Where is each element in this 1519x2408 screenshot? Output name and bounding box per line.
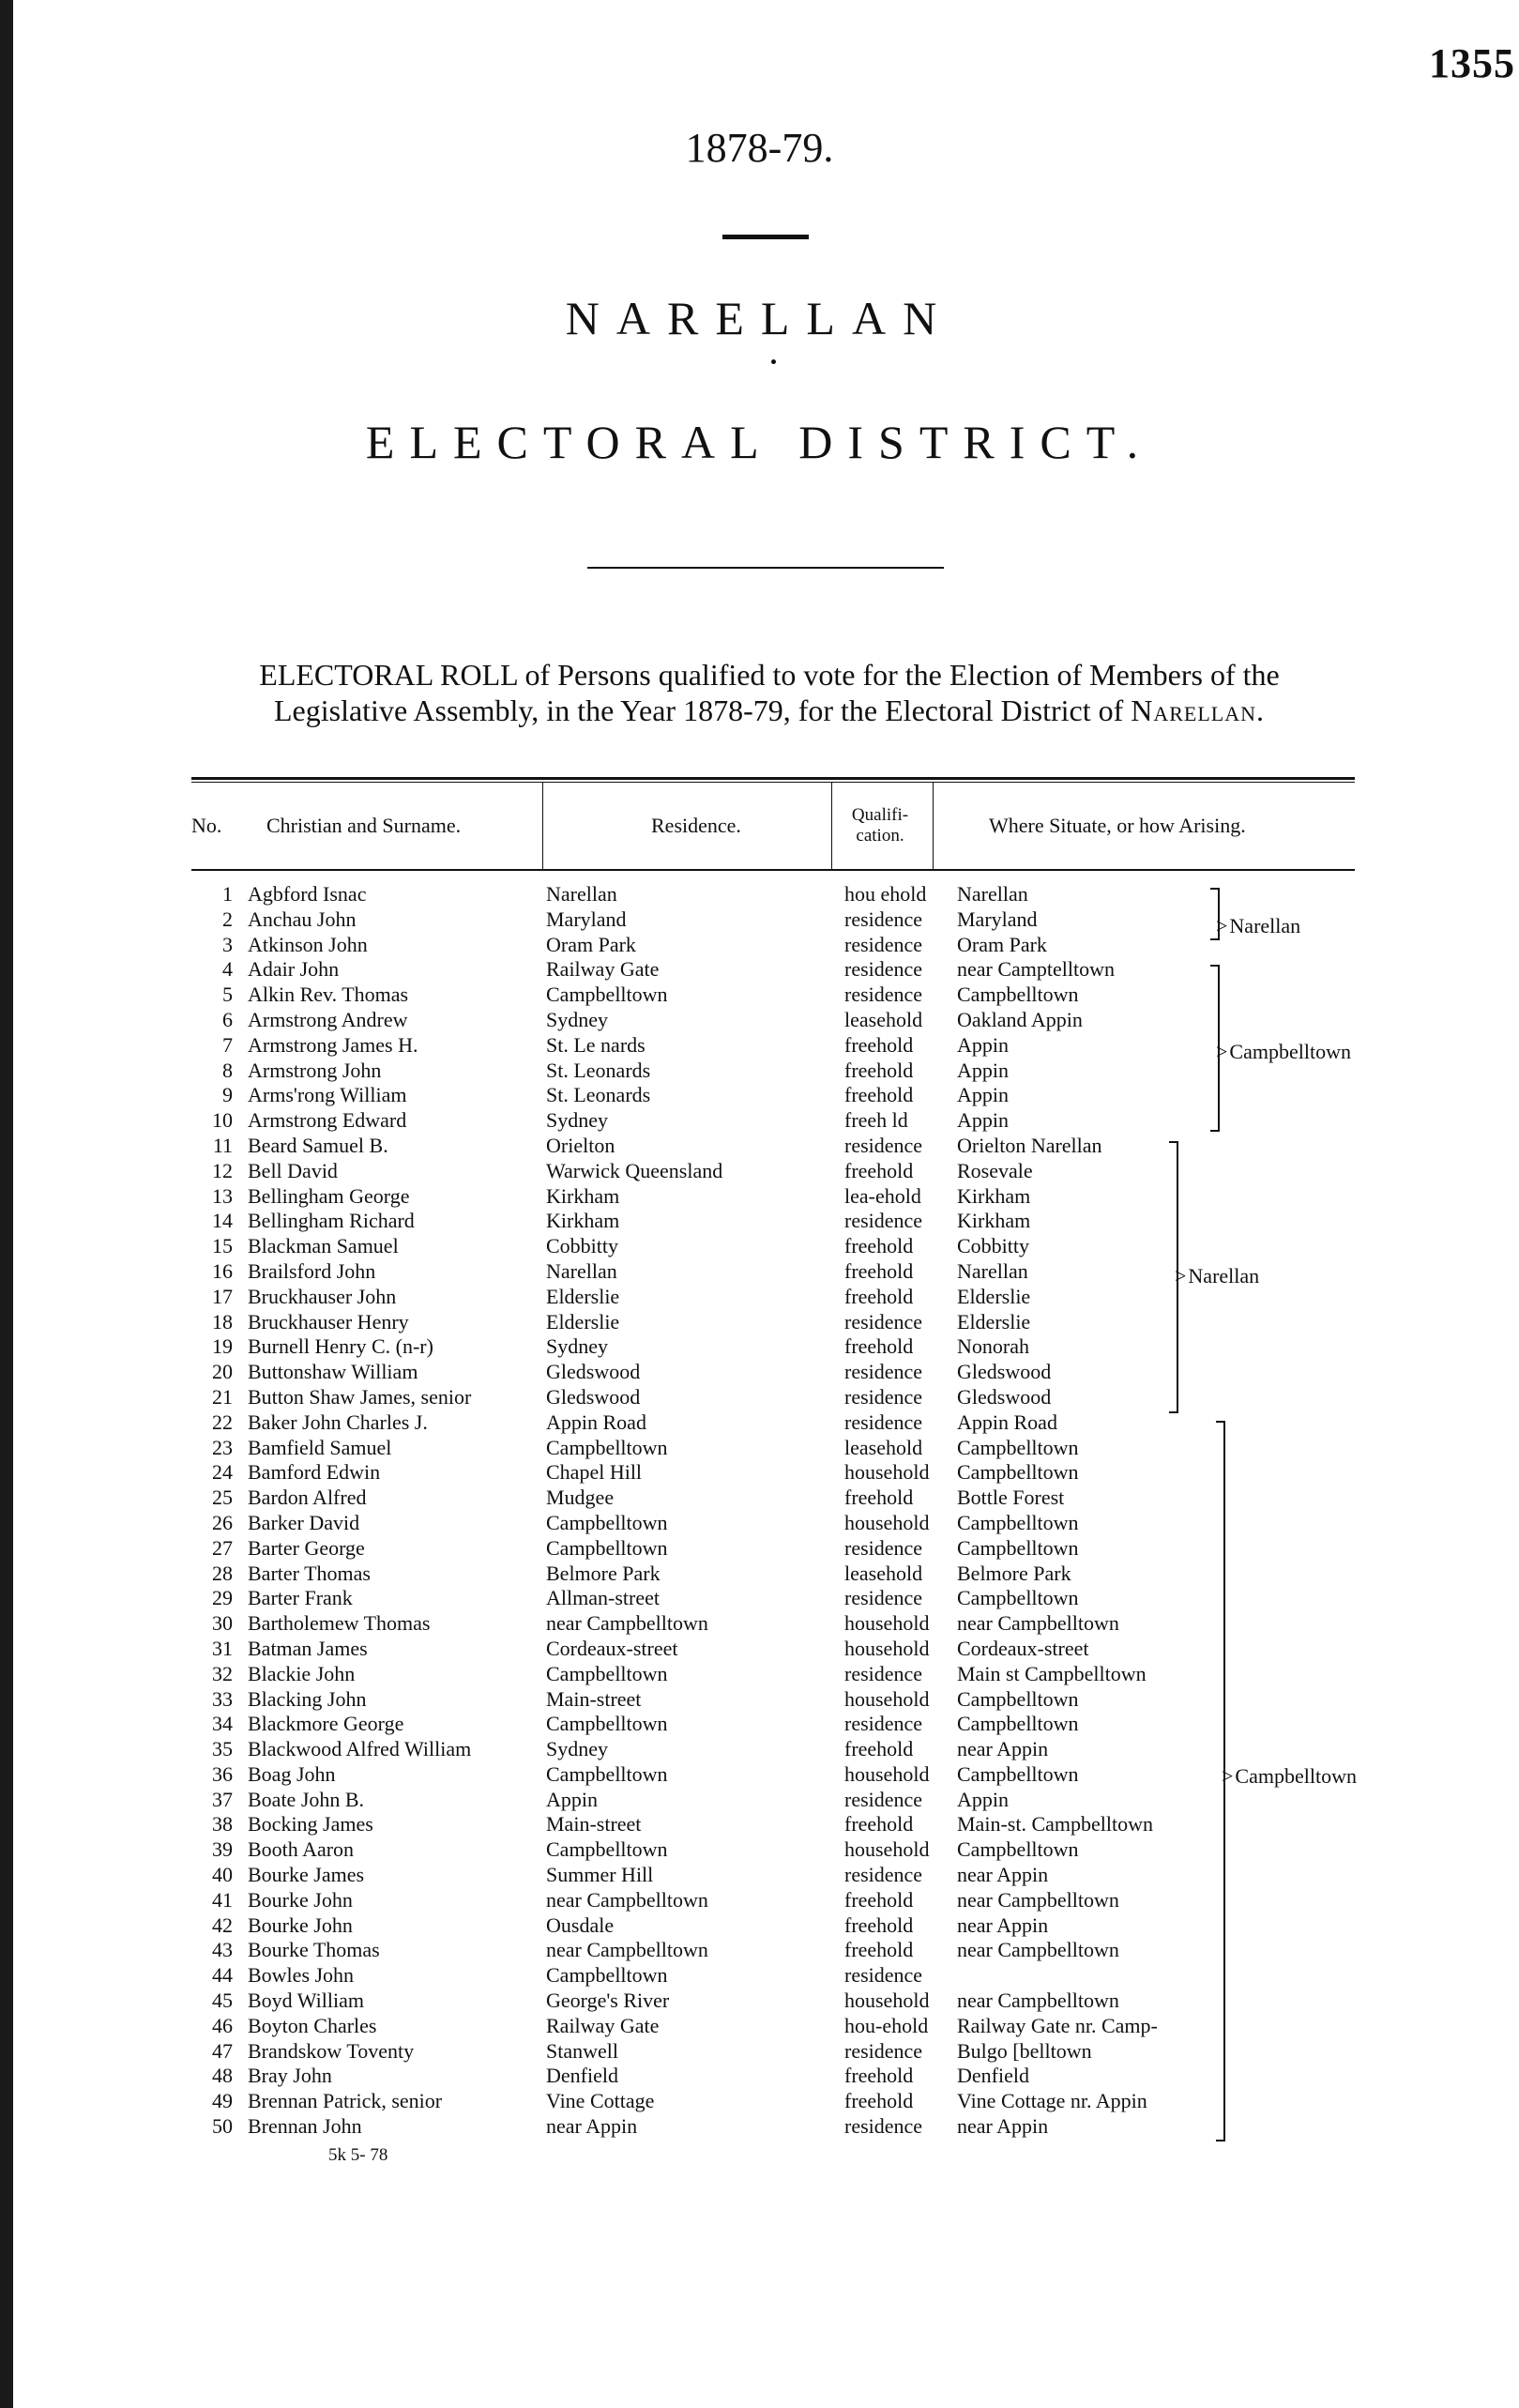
- where-situate: Vine Cottage nr. Appin: [957, 2089, 1147, 2113]
- voter-qualification: freehold: [844, 1913, 914, 1937]
- voter-qualification: freehold: [844, 1334, 914, 1359]
- col-header-name: Christian and Surname.: [266, 814, 462, 837]
- group-label: > Campbelltown: [1216, 1040, 1351, 1064]
- voter-qualification: residence: [844, 1360, 923, 1384]
- voter-residence: St. Leonards: [546, 1058, 651, 1082]
- group-label: > Narellan: [1216, 914, 1300, 938]
- voter-qualification: residence: [844, 1712, 923, 1736]
- voter-residence: Ousdale: [546, 1913, 615, 1937]
- voter-qualification: leasehold: [844, 1435, 923, 1459]
- table-header: [191, 777, 1355, 871]
- voter-name: Button Shaw James, senior: [248, 1384, 472, 1409]
- voter-qualification: hou-ehold: [844, 2013, 929, 2037]
- voter-name: Bamford Edwin: [248, 1460, 381, 1485]
- voter-qualification: hou ehold: [844, 882, 927, 906]
- row-number: 15: [212, 1234, 233, 1258]
- row-number: 44: [212, 1963, 233, 1988]
- voter-name: Barter Frank: [248, 1586, 353, 1610]
- table-row: [191, 1234, 1402, 1259]
- row-number: 41: [212, 1887, 233, 1912]
- where-situate: Campbelltown: [957, 983, 1079, 1007]
- group-label: > Campbelltown: [1222, 1764, 1357, 1789]
- where-situate: Campbelltown: [957, 1837, 1079, 1862]
- voter-name: Bourke Thomas: [248, 1938, 380, 1962]
- short-rule: [722, 235, 809, 239]
- row-number: 39: [212, 1837, 233, 1862]
- voter-name: Burnell Henry C. (n-r): [248, 1334, 433, 1359]
- voter-residence: Gledswood: [546, 1360, 641, 1384]
- voter-name: Armstrong Andrew: [248, 1007, 408, 1031]
- row-number: 6: [222, 1007, 233, 1031]
- voter-qualification: household: [844, 1989, 930, 2013]
- voter-qualification: household: [844, 1837, 930, 1862]
- row-number: 42: [212, 1913, 233, 1937]
- voter-name: Barker David: [248, 1510, 360, 1534]
- row-number: 18: [212, 1309, 233, 1334]
- voter-qualification: household: [844, 1510, 930, 1534]
- col-separator: [831, 783, 832, 869]
- voter-residence: Campbelltown: [546, 1661, 668, 1685]
- voter-qualification: residence: [844, 1309, 923, 1334]
- voter-name: Blacking John: [248, 1686, 367, 1711]
- voter-residence: Narellan: [546, 882, 617, 906]
- year-heading: 1878-79.: [685, 125, 834, 171]
- column-headers: [191, 783, 1355, 871]
- voter-name: Blackman Samuel: [248, 1234, 399, 1258]
- row-number: 9: [222, 1083, 233, 1107]
- row-number: 32: [212, 1661, 233, 1685]
- voter-residence: Elderslie: [546, 1309, 620, 1334]
- voter-qualification: freehold: [844, 1486, 914, 1510]
- voter-residence: Kirkham: [546, 1209, 620, 1233]
- table-row: [191, 882, 1402, 907]
- voter-qualification: freeh ld: [844, 1108, 908, 1133]
- voter-name: Bellingham Richard: [248, 1209, 415, 1233]
- row-number: 35: [212, 1737, 233, 1761]
- where-situate: near Appin: [957, 1913, 1049, 1937]
- ornament-dot: [771, 359, 776, 364]
- row-number: 19: [212, 1334, 233, 1359]
- where-situate: Gledswood: [957, 1384, 1052, 1409]
- voter-residence: Sydney: [546, 1737, 608, 1761]
- voter-residence: St. Le nards: [546, 1032, 646, 1057]
- where-situate: Cobbitty: [957, 1234, 1030, 1258]
- row-number: 33: [212, 1686, 233, 1711]
- col-separator: [542, 783, 543, 869]
- row-number: 40: [212, 1863, 233, 1887]
- voter-name: Booth Aaron: [248, 1837, 355, 1862]
- where-situate: near Appin: [957, 2114, 1049, 2139]
- voter-residence: Orielton: [546, 1133, 615, 1157]
- row-number: 38: [212, 1812, 233, 1836]
- voter-residence: Campbelltown: [546, 1535, 668, 1560]
- voter-name: Bellingham George: [248, 1183, 410, 1208]
- voter-name: Brandskow Toventy: [248, 2038, 415, 2063]
- voter-residence: Chapel Hill: [546, 1460, 643, 1485]
- voter-residence: Main-street: [546, 1812, 642, 1836]
- where-situate: near Campbelltown: [957, 1938, 1119, 1962]
- row-number: 11: [212, 1133, 233, 1157]
- voter-name: Bamfield Samuel: [248, 1435, 392, 1459]
- table-row: [191, 1310, 1402, 1335]
- voter-name: Anchau John: [248, 907, 357, 931]
- voter-qualification: freehold: [844, 1887, 914, 1912]
- voter-residence: Campbelltown: [546, 1761, 668, 1786]
- row-number: 26: [212, 1510, 233, 1534]
- where-situate: Campbelltown: [957, 1686, 1079, 1711]
- voter-qualification: freehold: [844, 1058, 914, 1082]
- voter-residence: Warwick Queensland: [546, 1158, 723, 1182]
- voter-residence: Main-street: [546, 1686, 642, 1711]
- voter-residence: Oram Park: [546, 932, 636, 956]
- voter-residence: near Campbelltown: [546, 1611, 708, 1636]
- printer-code: 5k 5- 78: [328, 2145, 388, 2165]
- where-situate: Bottle Forest: [957, 1486, 1065, 1510]
- row-number: 16: [212, 1258, 233, 1283]
- voter-qualification: freehold: [844, 1083, 914, 1107]
- voter-qualification: household: [844, 1460, 930, 1485]
- where-situate: Campbelltown: [957, 1435, 1079, 1459]
- row-number: 8: [222, 1058, 233, 1082]
- row-number: 50: [212, 2114, 233, 2139]
- where-situate: Campbelltown: [957, 1510, 1079, 1534]
- row-number: 10: [212, 1108, 233, 1133]
- voter-qualification: freehold: [844, 2089, 914, 2113]
- heading-line-2-text: Legislative Assembly, in the Year 1878-79, for the Electoral District of: [273, 693, 1124, 727]
- voter-name: Bruckhauser John: [248, 1284, 397, 1308]
- voter-qualification: freehold: [844, 1032, 914, 1057]
- voter-name: Armstrong Edward: [248, 1108, 407, 1133]
- voter-residence: Allman-street: [546, 1586, 660, 1610]
- divider-rule: [587, 567, 944, 569]
- voter-qualification: leasehold: [844, 1007, 923, 1031]
- where-situate: Appin Road: [957, 1410, 1057, 1434]
- table-row: [191, 983, 1402, 1008]
- voter-name: Bourke James: [248, 1863, 365, 1887]
- row-number: 29: [212, 1586, 233, 1610]
- table-row: [191, 1209, 1402, 1234]
- row-number: 3: [222, 932, 233, 956]
- voter-name: Buttonshaw William: [248, 1360, 418, 1384]
- row-number: 17: [212, 1284, 233, 1308]
- roll-heading: [159, 657, 1379, 728]
- where-situate: Appin: [957, 1108, 1009, 1133]
- voter-name: Bocking James: [248, 1812, 373, 1836]
- voter-name: Atkinson John: [248, 932, 368, 956]
- voter-qualification: residence: [844, 1410, 923, 1434]
- row-number: 34: [212, 1712, 233, 1736]
- voter-residence: George's River: [546, 1989, 670, 2013]
- voter-residence: Campbelltown: [546, 1435, 668, 1459]
- voter-qualification: freehold: [844, 1234, 914, 1258]
- table-row: [191, 957, 1402, 983]
- voter-residence: Sydney: [546, 1007, 608, 1031]
- row-number: 30: [212, 1611, 233, 1636]
- voter-name: Armstrong John: [248, 1058, 382, 1082]
- voter-name: Arms'rong William: [248, 1083, 407, 1107]
- where-situate: near Campbelltown: [957, 1887, 1119, 1912]
- where-situate: Oakland Appin: [957, 1007, 1083, 1031]
- district-name: NARELLAN: [565, 292, 954, 344]
- where-situate: Railway Gate nr. Camp-: [957, 2013, 1158, 2037]
- voter-qualification: household: [844, 1611, 930, 1636]
- where-situate: Appin: [957, 1058, 1009, 1082]
- voter-residence: Appin: [546, 1787, 598, 1811]
- voter-qualification: residence: [844, 2114, 923, 2139]
- col-header-qualification: Qualifi-cation.: [851, 805, 909, 846]
- where-situate: Elderslie: [957, 1309, 1031, 1334]
- where-situate: near Appin: [957, 1863, 1049, 1887]
- voter-qualification: household: [844, 1636, 930, 1660]
- table-top-rule: [191, 777, 1355, 780]
- voter-residence: Campbelltown: [546, 1712, 668, 1736]
- voter-residence: Campbelltown: [546, 983, 668, 1007]
- voter-name: Boyton Charles: [248, 2013, 377, 2037]
- where-situate: near Camptelltown: [957, 957, 1116, 982]
- voter-qualification: residence: [844, 1535, 923, 1560]
- voter-qualification: residence: [844, 957, 923, 982]
- voter-name: Blackmore George: [248, 1712, 404, 1736]
- voter-residence: Mudgee: [546, 1486, 615, 1510]
- where-situate: Campbelltown: [957, 1712, 1079, 1736]
- voter-name: Batman James: [248, 1636, 368, 1660]
- row-number: 12: [212, 1158, 233, 1182]
- where-situate: Campbelltown: [957, 1586, 1079, 1610]
- row-number: 37: [212, 1787, 233, 1811]
- where-situate: near Appin: [957, 1737, 1049, 1761]
- table-row: [191, 1360, 1402, 1385]
- voter-residence: Stanwell: [546, 2038, 618, 2063]
- voter-qualification: lea-ehold: [844, 1183, 921, 1208]
- where-situate: Maryland: [957, 907, 1038, 931]
- voter-name: Boag John: [248, 1761, 336, 1786]
- voter-residence: Cobbitty: [546, 1234, 619, 1258]
- row-number: 31: [212, 1636, 233, 1660]
- col-separator: [933, 783, 934, 869]
- table-row: [191, 1108, 1402, 1134]
- voter-name: Bartholemew Thomas: [248, 1611, 431, 1636]
- row-number: 20: [212, 1360, 233, 1384]
- voter-qualification: residence: [844, 1661, 923, 1685]
- voter-name: Bourke John: [248, 1887, 353, 1912]
- heading-line-1: ELECTORAL ROLL of Persons qualified to vote for the Election of Members of the: [259, 658, 1280, 692]
- voter-qualification: freehold: [844, 1284, 914, 1308]
- voter-residence: near Appin: [546, 2114, 638, 2139]
- voter-residence: Summer Hill: [546, 1863, 654, 1887]
- voter-qualification: residence: [844, 1133, 923, 1157]
- where-situate: Kirkham: [957, 1183, 1031, 1208]
- voter-name: Agbford Isnac: [248, 882, 367, 906]
- where-situate: Narellan: [957, 882, 1028, 906]
- voter-residence: Sydney: [546, 1108, 608, 1133]
- voter-residence: Maryland: [546, 907, 627, 931]
- voter-residence: St. Leonards: [546, 1083, 651, 1107]
- where-situate: Bulgo [belltown: [957, 2038, 1092, 2063]
- where-situate: Main st Campbelltown: [957, 1661, 1147, 1685]
- where-situate: Appin: [957, 1083, 1009, 1107]
- voter-name: Boate John B.: [248, 1787, 365, 1811]
- page-number: 1355: [1429, 40, 1515, 86]
- voter-residence: Belmore Park: [546, 1561, 661, 1585]
- voter-qualification: freehold: [844, 1938, 914, 1962]
- row-number: 7: [222, 1032, 233, 1057]
- row-number: 28: [212, 1561, 233, 1585]
- table-row: [191, 1134, 1402, 1159]
- where-situate: Narellan: [957, 1258, 1028, 1283]
- heading-line-2: [159, 693, 1379, 728]
- where-situate: Rosevale: [957, 1158, 1033, 1182]
- where-situate: Appin: [957, 1032, 1009, 1057]
- table-row: [191, 1184, 1402, 1210]
- voter-residence: Vine Cottage: [546, 2089, 655, 2113]
- voter-qualification: residence: [844, 1787, 923, 1811]
- col-header-no: No.: [191, 814, 222, 837]
- where-situate: Appin: [957, 1787, 1009, 1811]
- voter-name: Beard Samuel B.: [248, 1133, 388, 1157]
- where-situate: Campbelltown: [957, 1460, 1079, 1485]
- voter-residence: near Campbelltown: [546, 1887, 708, 1912]
- row-number: 36: [212, 1761, 233, 1786]
- voter-residence: Gledswood: [546, 1384, 641, 1409]
- col-header-where: Where Situate, or how Arising.: [989, 814, 1246, 837]
- where-situate: Campbelltown: [957, 1761, 1079, 1786]
- table-row: [191, 1083, 1402, 1108]
- where-situate: Nonorah: [957, 1334, 1029, 1359]
- row-number: 24: [212, 1460, 233, 1485]
- where-situate: near Campbelltown: [957, 1989, 1119, 2013]
- row-number: 45: [212, 1989, 233, 2013]
- voter-residence: Railway Gate: [546, 2013, 660, 2037]
- table-row: [191, 1385, 1402, 1410]
- voter-name: Armstrong James H.: [248, 1032, 418, 1057]
- voter-name: Bourke John: [248, 1913, 353, 1937]
- table-row: [191, 1334, 1402, 1360]
- voter-qualification: residence: [844, 932, 923, 956]
- where-situate: Campbelltown: [957, 1535, 1079, 1560]
- voter-name: Blackie John: [248, 1661, 356, 1685]
- voter-qualification: freehold: [844, 1737, 914, 1761]
- voter-residence: Narellan: [546, 1258, 617, 1283]
- page-edge-shadow: [0, 0, 13, 2408]
- row-number: 22: [212, 1410, 233, 1434]
- where-situate: Main-st. Campbelltown: [957, 1812, 1153, 1836]
- row-number: 49: [212, 2089, 233, 2113]
- row-number: 43: [212, 1938, 233, 1962]
- where-situate: Cordeaux-street: [957, 1636, 1089, 1660]
- voter-name: Bardon Alfred: [248, 1486, 367, 1510]
- voter-name: Boyd William: [248, 1989, 364, 2013]
- voter-qualification: residence: [844, 907, 923, 931]
- row-number: 14: [212, 1209, 233, 1233]
- row-number: 27: [212, 1535, 233, 1560]
- voter-qualification: residence: [844, 983, 923, 1007]
- voter-qualification: residence: [844, 1384, 923, 1409]
- heading-district: Narellan.: [1131, 693, 1266, 727]
- row-number: 47: [212, 2038, 233, 2063]
- row-number: 4: [222, 957, 233, 982]
- voter-qualification: freehold: [844, 1158, 914, 1182]
- where-situate: near Campbelltown: [957, 1611, 1119, 1636]
- voter-qualification: residence: [844, 1963, 923, 1988]
- voter-name: Adair John: [248, 957, 340, 982]
- voter-name: Barter Thomas: [248, 1561, 371, 1585]
- voter-residence: Kirkham: [546, 1183, 620, 1208]
- voter-name: Bray John: [248, 2064, 332, 2088]
- row-number: 48: [212, 2064, 233, 2088]
- voter-qualification: residence: [844, 1863, 923, 1887]
- where-situate: Gledswood: [957, 1360, 1052, 1384]
- voter-qualification: residence: [844, 1209, 923, 1233]
- voter-name: Barter George: [248, 1535, 365, 1560]
- row-number: 46: [212, 2013, 233, 2037]
- where-situate: Kirkham: [957, 1209, 1031, 1233]
- voter-residence: Denfield: [546, 2064, 618, 2088]
- row-number: 23: [212, 1435, 233, 1459]
- table-row: [191, 1159, 1402, 1184]
- voter-name: Alkin Rev. Thomas: [248, 983, 409, 1007]
- where-situate: Orielton Narellan: [957, 1133, 1102, 1157]
- voter-qualification: leasehold: [844, 1561, 923, 1585]
- where-situate: Belmore Park: [957, 1561, 1071, 1585]
- voter-name: Bruckhauser Henry: [248, 1309, 409, 1334]
- where-situate: Oram Park: [957, 932, 1047, 956]
- row-number: 5: [222, 983, 233, 1007]
- voter-name: Baker John Charles J.: [248, 1410, 428, 1434]
- table-row: [191, 1008, 1402, 1033]
- voter-residence: Cordeaux-street: [546, 1636, 678, 1660]
- voter-name: Brailsford John: [248, 1258, 376, 1283]
- row-number: 1: [222, 882, 233, 906]
- voter-qualification: freehold: [844, 1258, 914, 1283]
- where-situate: Elderslie: [957, 1284, 1031, 1308]
- voter-residence: Appin Road: [546, 1410, 646, 1434]
- row-number: 25: [212, 1486, 233, 1510]
- district-subtitle: ELECTORAL DISTRICT.: [365, 416, 1154, 468]
- voter-residence: Campbelltown: [546, 1963, 668, 1988]
- voter-residence: Railway Gate: [546, 957, 660, 982]
- row-number: 2: [222, 907, 233, 931]
- voter-name: Bowles John: [248, 1963, 355, 1988]
- voter-qualification: household: [844, 1761, 930, 1786]
- voter-residence: Campbelltown: [546, 1837, 668, 1862]
- group-label: > Narellan: [1175, 1264, 1259, 1288]
- voter-qualification: residence: [844, 1586, 923, 1610]
- voter-qualification: freehold: [844, 2064, 914, 2088]
- row-number: 13: [212, 1183, 233, 1208]
- voter-name: Bell David: [248, 1158, 338, 1182]
- voter-qualification: freehold: [844, 1812, 914, 1836]
- voter-name: Blackwood Alfred William: [248, 1737, 472, 1761]
- col-header-residence: Residence.: [651, 814, 741, 837]
- voter-qualification: household: [844, 1686, 930, 1711]
- voter-name: Brennan Patrick, senior: [248, 2089, 443, 2113]
- voter-residence: Elderslie: [546, 1284, 620, 1308]
- row-number: 21: [212, 1384, 233, 1409]
- voter-name: Brennan John: [248, 2114, 362, 2139]
- voter-residence: Sydney: [546, 1334, 608, 1359]
- where-situate: Denfield: [957, 2064, 1029, 2088]
- voter-residence: near Campbelltown: [546, 1938, 708, 1962]
- voter-qualification: residence: [844, 2038, 923, 2063]
- voter-residence: Campbelltown: [546, 1510, 668, 1534]
